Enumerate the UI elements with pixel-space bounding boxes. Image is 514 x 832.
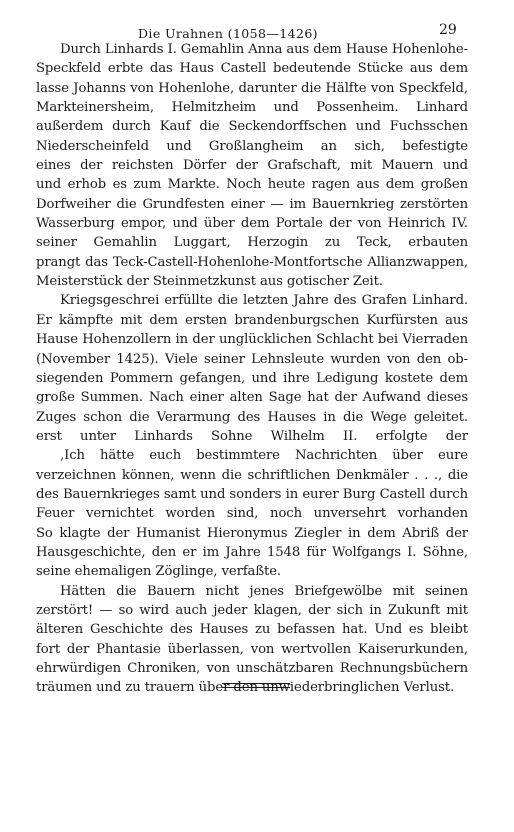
text-line: seiner Gemahlin Luggart, Herzogin zu Teck, erbauten <box>36 235 468 251</box>
paragraph-2 <box>36 291 468 446</box>
text-line: ehrwürdigen Chroniken, von unschätzbaren Rechnungsbüchern <box>36 661 468 676</box>
paragraph-4 <box>36 582 468 698</box>
section-end-rule <box>222 687 290 688</box>
text-line: Feuer vernichtet worden sind, noch unversehrt vorhanden <box>36 506 468 522</box>
text-line: Kriegsgeschrei erfüllte die letzten Jahre des Grafen Linhard. <box>60 293 468 309</box>
section-end-rule <box>222 683 290 684</box>
text-line: Hause Hohenzollern in der unglücklichen Schlacht bei Vierraden <box>36 332 468 348</box>
text-line: Hätten die Bauern nicht jenes Briefgewölbe mit seinen <box>60 583 468 599</box>
text-line: älteren Geschichte des Hauses zu befassen hat. Und es bleibt <box>36 622 468 638</box>
page-number: 29 <box>439 22 457 38</box>
text-line: Dorfweiher die Grundfesten einer — im Bauernkrieg zerstörten <box>36 196 468 212</box>
text-line: seine ehemaligen Zöglinge, verfaßte. <box>36 564 282 580</box>
text-line: So klagte der Humanist Hieronymus Ziegler in dem Abriß der <box>36 525 468 541</box>
text-line: und erhob es zum Markte. Noch heute ragen aus dem großen <box>36 177 468 193</box>
text-line: erst unter Linhards Sohne Wilhelm II. erfolgte der <box>36 428 468 444</box>
text-line: verzeichnen können, wenn die schriftlichen Denkmäler . . ., die <box>36 467 468 483</box>
text-line: Niederscheinfeld und Großlangheim an sich, befestigte <box>36 138 468 154</box>
text-line: ‚Ich hätte euch bestimmtere Nachrichten über eure <box>60 448 468 464</box>
paragraph-1 <box>36 40 468 291</box>
text-line: Hausgeschichte, den er im Jahre 1548 für Wolfgangs I. Söhne, <box>36 544 468 560</box>
text-line: träumen und zu trauern über den unwiederbringlichen Verlust. <box>36 680 455 696</box>
running-title: Die Urahnen (1058—1426) <box>138 26 318 41</box>
text-line: Zuges schon die Verarmung des Hauses in die Wege geleitet. <box>36 409 468 425</box>
text-line: eines der reichsten Dörfer der Grafschaft, mit Mauern und <box>36 158 468 174</box>
text-line: des Bauernkrieges samt und sonders in eurer Burg Castell durch <box>36 486 468 502</box>
text-line: außerdem durch Kauf die Seckendorffschen und Fuchsschen <box>36 119 468 135</box>
paragraph-3 <box>36 446 468 581</box>
text-line: Wasserburg empor, und über dem Portale der von Heinrich IV. <box>36 216 468 232</box>
text-line: zerstört! — so wird auch jeder klagen, der sich in Zukunft mit <box>36 602 468 618</box>
text-line: Speckfeld erbte das Haus Castell bedeutende Stücke aus dem <box>36 61 468 77</box>
body-text <box>36 40 468 698</box>
text-line: Markteinersheim, Helmitzheim und Possenheim. Linhard <box>36 100 468 116</box>
text-line: lasse Johanns von Hohenlohe, darunter die Hälfte von Speckfeld, <box>36 80 468 96</box>
text-line: große Summen. Nach einer alten Sage hat der Aufwand dieses <box>36 390 468 406</box>
text-line: Durch Linhards I. Gemahlin Anna aus dem Hause Hohenlohe- <box>60 42 468 57</box>
text-line: Er kämpfte mit dem ersten brandenburgschen Kurfürsten aus <box>36 312 468 328</box>
text-line: siegenden Pommern gefangen, und ihre Ledigung kostete dem <box>36 370 468 386</box>
text-line: fort der Phantasie überlassen, von wertvollen Kaiserurkunden, <box>36 641 468 657</box>
text-line: (November 1425). Viele seiner Lehnsleute wurden von den ob- <box>36 351 468 367</box>
text-line: prangt das Teck-Castell-Hohenlohe-Montfortsche Allianzwappen, <box>36 254 468 270</box>
text-line: Meisterstück der Steinmetzkunst aus gotischer Zeit. <box>36 274 383 290</box>
